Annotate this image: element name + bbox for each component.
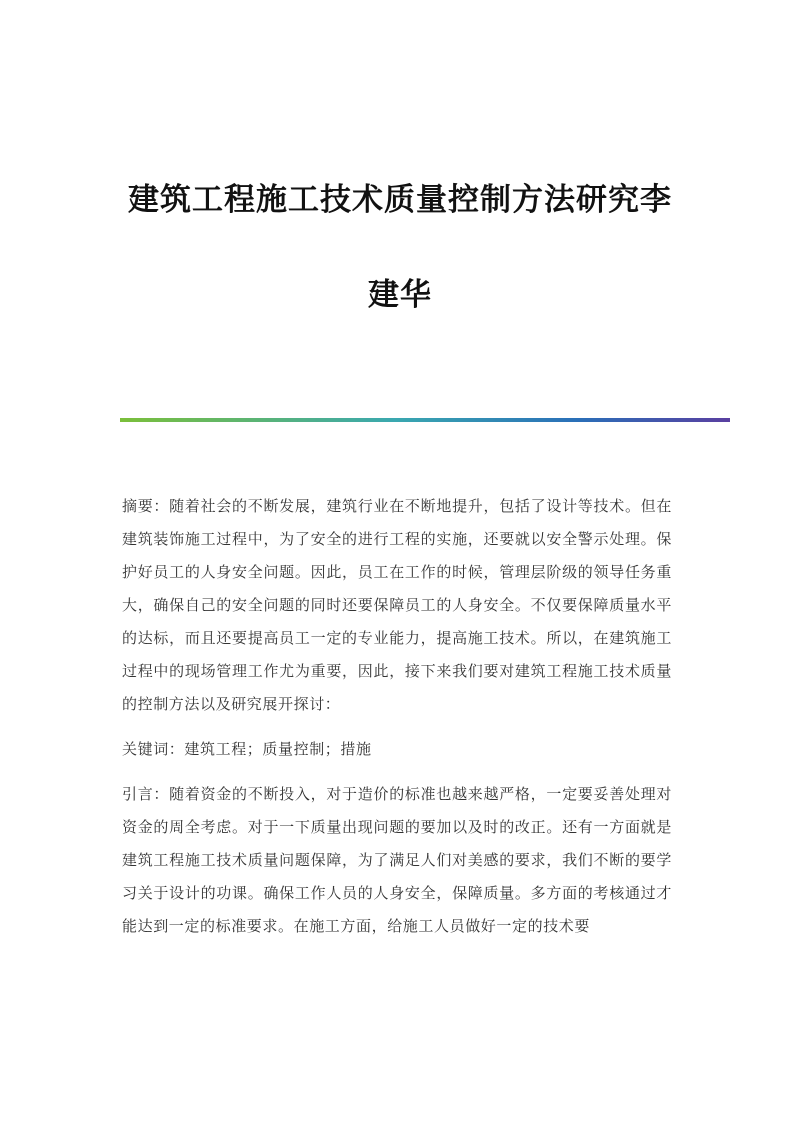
intro-paragraph: 引言：随着资金的不断投入，对于造价的标准也越来越严格，一定要妥善处理对资金的周全考虑。对于一下质量出现问题的要加以及时的改正。还有一方面就是建筑工程施工技术质量问题保障，为了满足人们对美感的要求，我们不断的要学习关于设计的功课。确保工作人员的人身安全，保障质量。多方面的考核通过才能达到一定的标准要求。在施工方面，给施工人员做好一定的技术要 [122, 785, 672, 935]
document-title [0, 180, 800, 315]
abstract-paragraph: 摘要：随着社会的不断发展，建筑行业在不断地提升，包括了设计等技术。但在建筑装饰施工过程中，为了安全的进行工程的实施，还要就以安全警示处理。保护好员工的人身安全问题。因此，员工在工作的时候，管理层阶级的领导任务重大，确保自己的安全问题的同时还要保障员工的人身安全。不仅要保障质量水平的达标，而且还要提高员工一定的专业能力，提高施工技术。所以，在建筑施工过程中的现场管理工作尤为重要，因此，接下来我们要对建筑工程施工技术质量的控制方法以及研究展开探讨： [122, 497, 672, 713]
title-line-1: 建筑工程施工技术质量控制方法研究李 [128, 182, 672, 218]
title-divider [120, 418, 730, 422]
title-line-2: 建华 [368, 277, 432, 313]
document-body [122, 490, 672, 955]
keywords-paragraph: 关键词：建筑工程；质量控制；措施 [122, 740, 372, 758]
